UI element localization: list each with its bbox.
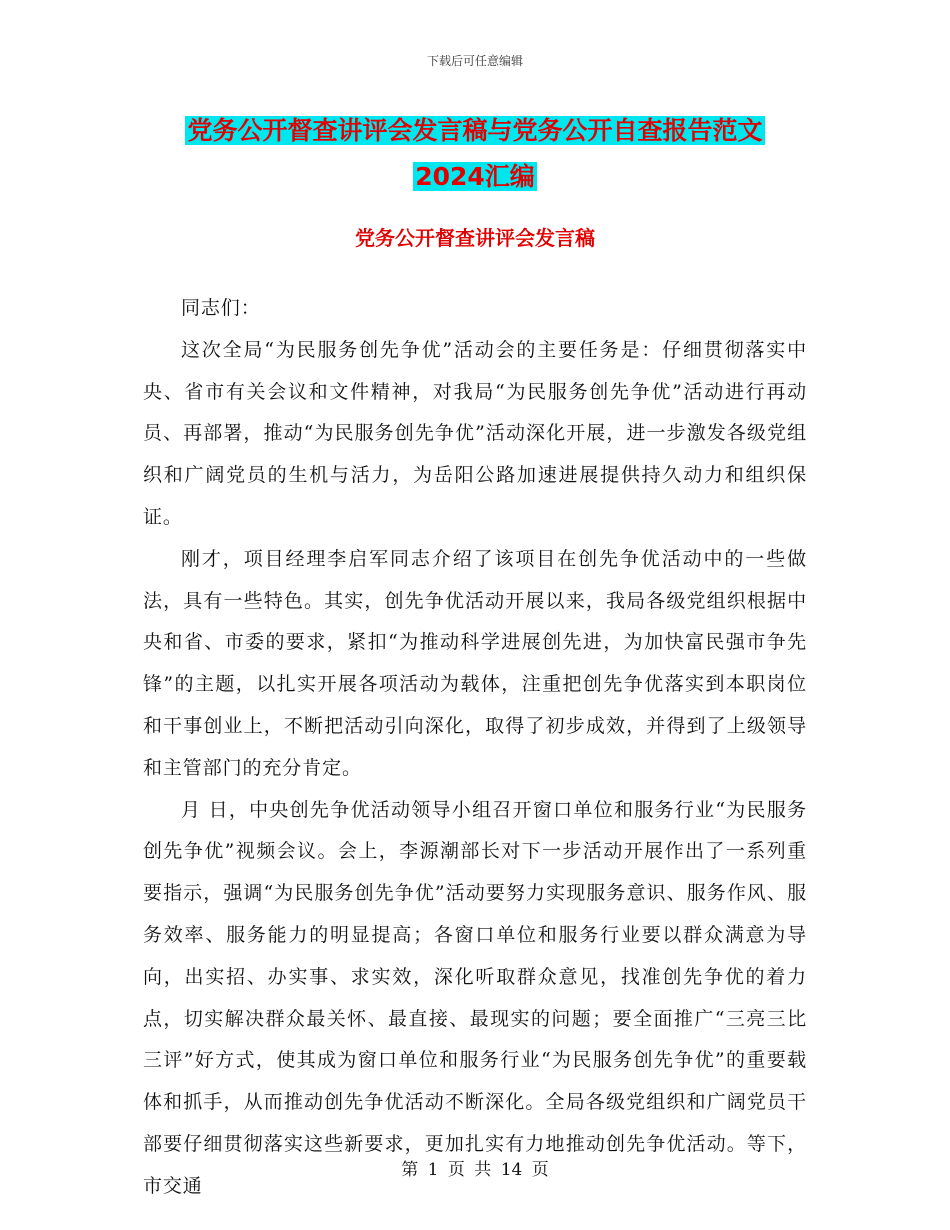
document-title-line-2: 2024汇编 [415, 162, 535, 191]
paragraph: 这次全局“为民服务创先争优”活动会的主要任务是：仔细贯彻落实中央、省市有关会议和文件精神，对我局“为民服务创先争优”活动进行再动员、再部署，推动“为民服务创先争优”活动深化开展，进一步激发各级党组织和广阔党员的生机与活力，为岳阳公路加速进展提供持久动力和组织保证。 [143, 338, 807, 528]
body-text [143, 288, 807, 1208]
page-footer: 第 1 页 共 14 页 [401, 1160, 549, 1180]
paragraph: 月 日，中央创先争优活动领导小组召开窗口单位和服务行业“为民服务创先争优”视频会议。会上，李源潮部长对下一步活动开展作出了一系列重要指示，强调“为民服务创先争优”活动要努力实现服务意识、服务作风、服务效率、服务能力的明显提高；各窗口单位和服务行业要以群众满意为导向，出实招、办实事、求实效，深化听取群众意见，找准创先争优的着力点，切实解决群众最关怀、最直接、最现实的问题；要全面推广“三亮三比三评”好方式，使其成为窗口单位和服务行业“为民服务创先争优”的重要载体和抓手，从而推动创先争优活动不断深化。全局各级党组织和广阔党员干部要仔细贯彻落实这些新要求，更加扎实有力地推动创先争优活动。等下，市交通 [143, 798, 807, 1197]
paragraph-greeting: 同志们： [181, 297, 261, 319]
document-title-line-1: 党务公开督查讲评会发言稿与党务公开自查报告范文 [187, 116, 763, 145]
paragraph: 刚才，项目经理李启军同志介绍了该项目在创先争优活动中的一些做法，具有一些特色。其实，创先争优活动开展以来，我局各级党组织根据中央和省、市委的要求，紧扣“为推动科学进展创先进，为加快富民强市争先锋”的主题，以扎实开展各项活动为载体，注重把创先争优落实到本职岗位和干事创业上，不断把活动引向深化，取得了初步成效，并得到了上级领导和主管部门的充分肯定。 [143, 547, 807, 779]
header-note: 下载后可任意编辑 [426, 54, 523, 68]
section-title: 党务公开督查讲评会发言稿 [355, 226, 595, 250]
document-title [140, 108, 810, 200]
